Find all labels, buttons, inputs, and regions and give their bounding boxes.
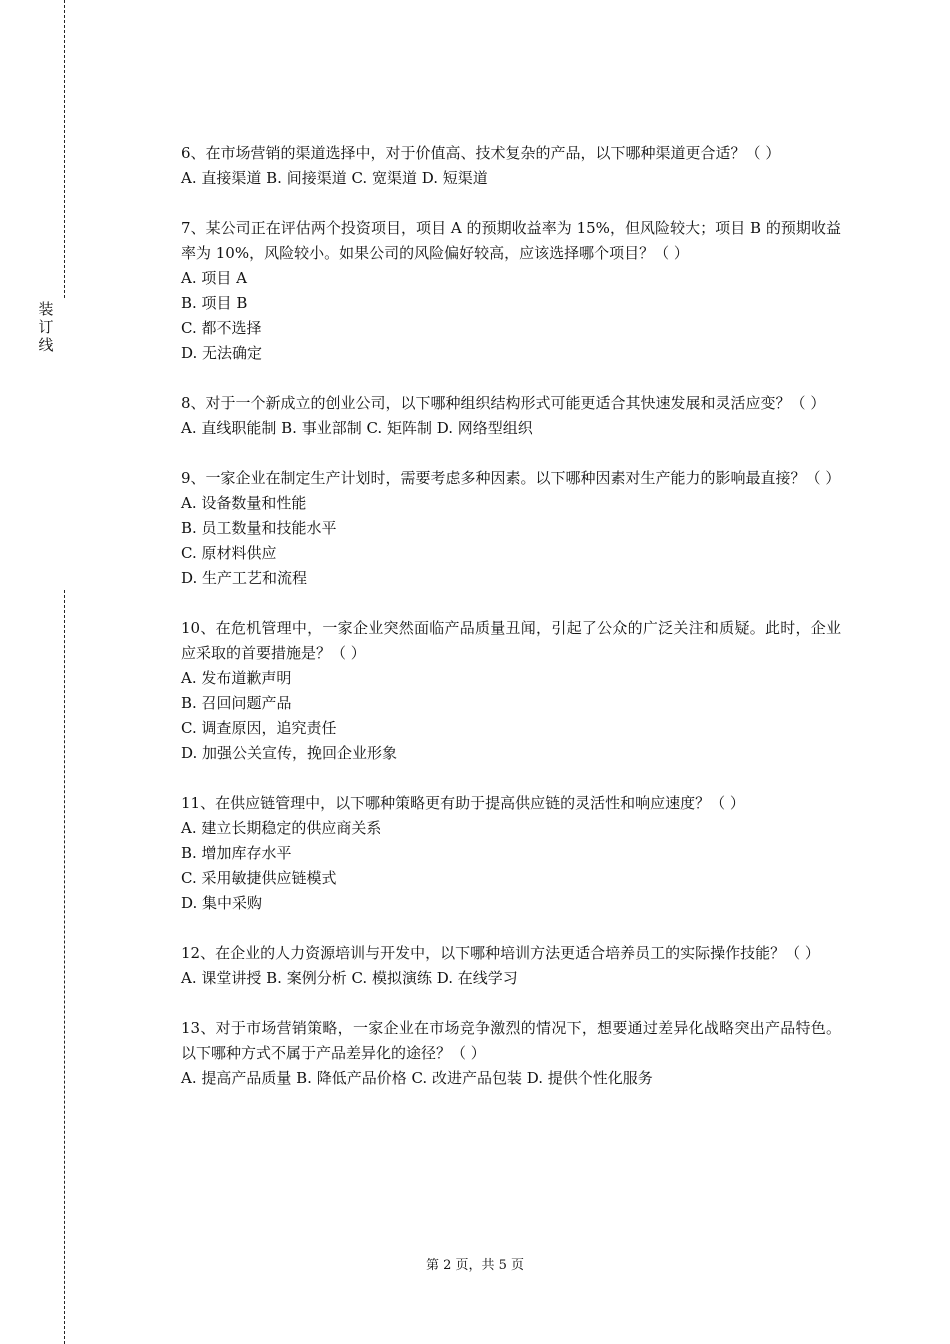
question-options: A. 直线职能制 B. 事业部制 C. 矩阵制 D. 网络型组织 — [181, 419, 533, 437]
option-d: D. 生产工艺和流程 — [181, 569, 308, 587]
question-stem: 12、在企业的人力资源培训与开发中，以下哪种培训方法更适合培养员工的实际操作技能？（ ） — [181, 944, 820, 962]
question-6 — [181, 141, 841, 191]
page-footer: 第 2 页，共 5 页 — [425, 1258, 525, 1273]
question-stem: 7、某公司正在评估两个投资项目，项目 A 的预期收益率为 15%，但风险较大；项目 B 的预期收益率为 10%，风险较小。如果公司的风险偏好较高，应该选择哪个项目？（ ） — [181, 219, 841, 262]
option-a: A. 设备数量和性能 — [181, 494, 307, 512]
option-b: B. 员工数量和技能水平 — [181, 519, 337, 537]
question-stem: 10、在危机管理中，一家企业突然面临产品质量丑闻，引起了公众的广泛关注和质疑。此时，企业应采取的首要措施是？（ ） — [181, 619, 841, 662]
question-stem: 6、在市场营销的渠道选择中，对于价值高、技术复杂的产品，以下哪种渠道更合适？（ ） — [181, 144, 781, 162]
question-9 — [181, 466, 841, 591]
question-stem: 11、在供应链管理中，以下哪种策略更有助于提高供应链的灵活性和响应速度？（ ） — [181, 794, 745, 812]
question-options: A. 提高产品质量 B. 降低产品价格 C. 改进产品包装 D. 提供个性化服务 — [181, 1069, 653, 1087]
question-stem: 9、一家企业在制定生产计划时，需要考虑多种因素。以下哪种因素对生产能力的影响最直接？（ ） — [181, 469, 841, 487]
question-13 — [181, 1016, 841, 1091]
option-c: C. 调查原因，追究责任 — [181, 719, 337, 737]
binding-line-label: 装 订 线 — [38, 300, 54, 354]
option-b: B. 召回问题产品 — [181, 694, 292, 712]
option-a: A. 发布道歉声明 — [181, 669, 292, 687]
option-d: D. 无法确定 — [181, 344, 263, 362]
question-8 — [181, 391, 841, 441]
option-d: D. 加强公关宣传，挽回企业形象 — [181, 744, 398, 762]
question-stem: 8、对于一个新成立的创业公司，以下哪种组织结构形式可能更适合其快速发展和灵活应变？（ ） — [181, 394, 826, 412]
question-12 — [181, 941, 841, 991]
option-a: A. 项目 A — [181, 269, 247, 287]
binding-dashed-line-bottom — [64, 590, 65, 1344]
binding-dashed-line-top — [64, 0, 65, 298]
question-options: A. 课堂讲授 B. 案例分析 C. 模拟演练 D. 在线学习 — [181, 969, 518, 987]
option-c: C. 采用敏捷供应链模式 — [181, 869, 337, 887]
option-c: C. 都不选择 — [181, 319, 262, 337]
option-c: C. 原材料供应 — [181, 544, 277, 562]
question-11 — [181, 791, 841, 916]
option-d: D. 集中采购 — [181, 894, 263, 912]
question-options: A. 直接渠道 B. 间接渠道 C. 宽渠道 D. 短渠道 — [181, 169, 488, 187]
option-b: B. 项目 B — [181, 294, 248, 312]
option-b: B. 增加库存水平 — [181, 844, 292, 862]
question-7 — [181, 216, 841, 366]
question-list — [181, 141, 841, 1116]
option-a: A. 建立长期稳定的供应商关系 — [181, 819, 382, 837]
question-10 — [181, 616, 841, 766]
question-stem: 13、对于市场营销策略，一家企业在市场竞争激烈的情况下，想要通过差异化战略突出产品特色。以下哪种方式不属于产品差异化的途径？（ ） — [181, 1019, 841, 1062]
